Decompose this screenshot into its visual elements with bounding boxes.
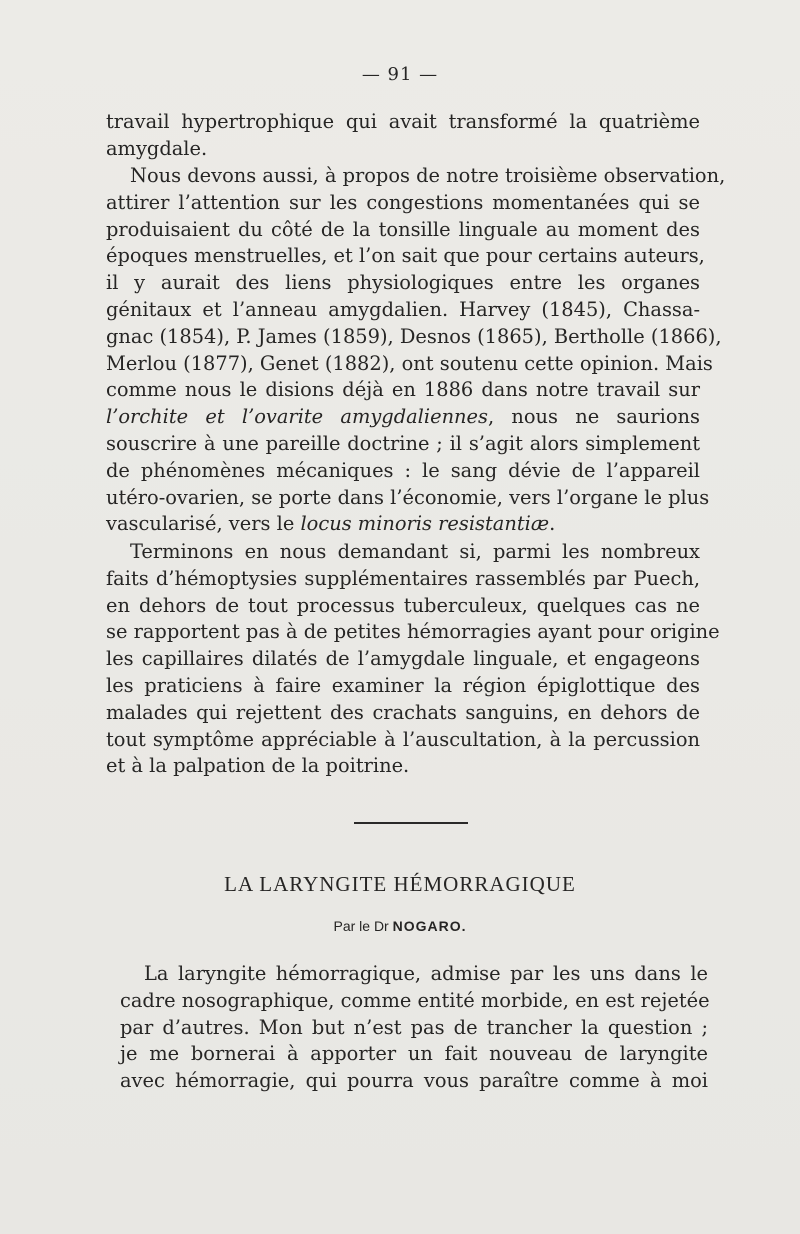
page-number: — 91 — <box>361 64 439 85</box>
text-line: produisaient du côté de la tonsille linguale au moment des <box>106 217 700 241</box>
text-line: comme nous le disions déjà en 1886 dans notre travail sur <box>106 378 700 402</box>
text-line: travail hypertrophique qui avait transformé la quatrième <box>106 110 700 133</box>
text-line <box>106 511 700 538</box>
byline-prefix: Par le Dr <box>333 918 389 934</box>
text-line: Nous devons aussi, à propos de notre troisième observation, <box>130 164 726 187</box>
text-line: faits d’hémoptysies supplémentaires rassemblés par Puech, <box>106 566 700 590</box>
text-line: Terminons en nous demandant si, parmi les nombreux <box>130 540 700 563</box>
text-line: utéro-ovarien, se porte dans l’économie, vers l’organe le plus <box>106 485 710 509</box>
text-line: les capillaires dilatés de l’amygdale linguale, et engageons <box>106 647 700 671</box>
text-line: tout symptôme appréciable à l’auscultation, à la percussion <box>106 727 700 751</box>
italic-title: l’orchite et l’ovarite amygdaliennes <box>106 405 488 429</box>
section-title: LA LARYNGITE HÉMORRAGIQUE <box>224 872 576 896</box>
text-line: les praticiens à faire examiner la région épiglottique des <box>106 673 700 697</box>
paragraph-congestions <box>106 163 726 538</box>
paragraph-continuation <box>106 109 700 163</box>
text-fragment: vascularisé, vers le <box>106 512 301 536</box>
author-name: NOGARO. <box>392 918 467 934</box>
text-line: époques menstruelles, et l’on sait que pour certains auteurs, <box>106 244 705 268</box>
text-line: cadre nosographique, comme entité morbide, en est rejetée <box>120 988 710 1012</box>
text-fragment: , nous ne saurions <box>487 405 700 429</box>
latin-phrase: locus minoris resistantiæ <box>300 512 550 536</box>
text-line: il y aurait des liens physiologiques entre les organes <box>106 271 700 295</box>
text-line: La laryngite hémorragique, admise par les uns dans le <box>144 962 708 985</box>
text-line: et à la palpation de la poitrine. <box>106 754 410 778</box>
text-line: amygdale. <box>106 136 208 160</box>
text-line: gnac (1854), P. James (1859), Desnos (1865), Bertholle (1866), <box>106 324 722 348</box>
text-line: Merlou (1877), Genet (1882), ont soutenu cette opinion. Mais <box>106 351 713 375</box>
text-line: par d’autres. Mon but n’est pas de trancher la question ; <box>120 1015 708 1039</box>
paragraph-laryngite <box>120 961 708 1095</box>
text-line: génitaux et l’anneau amygdalien. Harvey (1845), Chassa- <box>106 297 700 321</box>
section-divider <box>354 822 468 824</box>
text-line: souscrire à une pareille doctrine ; il s’agit alors simplement <box>106 431 700 455</box>
author-byline <box>0 918 800 934</box>
text-line: attirer l’attention sur les congestions momentanées qui se <box>106 190 700 214</box>
paragraph-hemoptysies <box>106 539 720 780</box>
text-line: avec hémorragie, qui pourra vous paraître comme à moi <box>120 1069 708 1093</box>
text-line: en dehors de tout processus tuberculeux, quelques cas ne <box>106 593 700 617</box>
text-line: je me bornerai à apporter un fait nouveau de laryngite <box>120 1042 708 1066</box>
text-line: de phénomènes mécaniques : le sang dévie de l’appareil <box>106 458 700 482</box>
text-fragment: . <box>549 512 556 536</box>
text-line <box>106 404 700 431</box>
text-line: se rapportent pas à de petites hémorragies ayant pour origine <box>106 620 720 644</box>
text-line: malades qui rejettent des crachats sanguins, en dehors de <box>106 700 700 724</box>
